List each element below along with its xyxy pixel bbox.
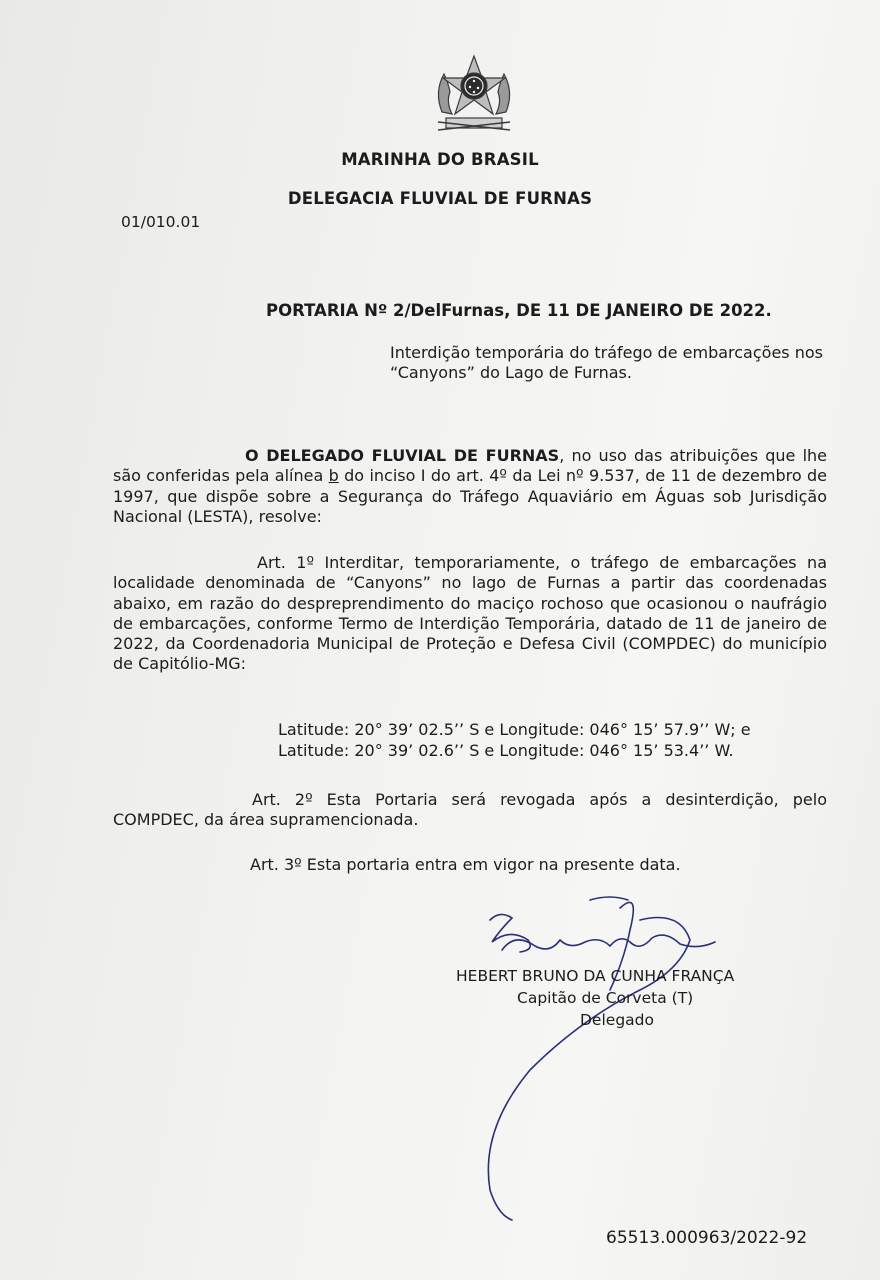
portaria-title: PORTARIA Nº 2/DelFurnas, DE 11 DE JANEIRO DE 2022. [266, 301, 772, 320]
signatory-name: HEBERT BRUNO DA CUNHA FRANÇA [456, 967, 735, 985]
document-code: 01/010.01 [121, 213, 201, 231]
preamble-text-1: , no uso das atribuições que lhe são conferidas pela alínea [113, 446, 827, 486]
portaria-ementa: Interdição temporária do tráfego de embarcações nos “Canyons” do Lago de Furnas. [390, 343, 823, 382]
article-1-text: Art. 1º Interditar, temporariamente, o tráfego de embarcações na localidade denominada de “Canyons” no lago de Furnas a partir das coordenadas abaixo, em razão do despreprendimento do maciço rochoso que ocasionou o naufrágio de embarcações, conforme Termo de Interdição Temporária, datado de 11 de janeiro de 2022, da Coordenadoria Municipal de Proteção e Defesa Civil (COMPDEC) do município de Capitólio-MG: [113, 553, 827, 674]
coordinate-2: Latitude: 20° 39’ 02.6’’ S e Longitude: 046° 15’ 53.4’’ W. [278, 741, 734, 760]
preamble-paragraph [113, 446, 827, 527]
brazil-coat-of-arms-icon [428, 52, 520, 140]
article-3-text: Art. 3º Esta portaria entra em vigor na presente data. [250, 855, 681, 874]
signatory-role: Delegado [580, 1011, 654, 1029]
article-1 [113, 553, 827, 675]
preamble-text-2: do inciso I do art. 4º da Lei nº 9.537, de 11 de dezembro de 1997, que dispõe sobre a Segurança do Tráfego Aquaviário em Águas sob Jurisdição Nacional (LESTA), resolve: [113, 466, 828, 526]
unit-name: DELEGACIA FLUVIAL DE FURNAS [287, 189, 593, 208]
article-3 [113, 855, 827, 875]
article-2-text: Art. 2º Esta Portaria será revogada após a desinterdição, pelo COMPDEC, da área supramencionada. [113, 790, 827, 830]
handwritten-signature [440, 880, 760, 1240]
preamble-authority: O DELEGADO FLUVIAL DE FURNAS [245, 446, 560, 465]
organization-name: MARINHA DO BRASIL [341, 150, 539, 169]
signatory-rank: Capitão de Corveta (T) [517, 989, 694, 1007]
article-2 [113, 790, 827, 831]
coordinate-1: Latitude: 20° 39’ 02.5’’ S e Longitude: 046° 15’ 57.9’’ W; e [278, 720, 751, 739]
preamble-alinea: b [328, 466, 339, 486]
process-number: 65513.000963/2022-92 [606, 1228, 808, 1248]
